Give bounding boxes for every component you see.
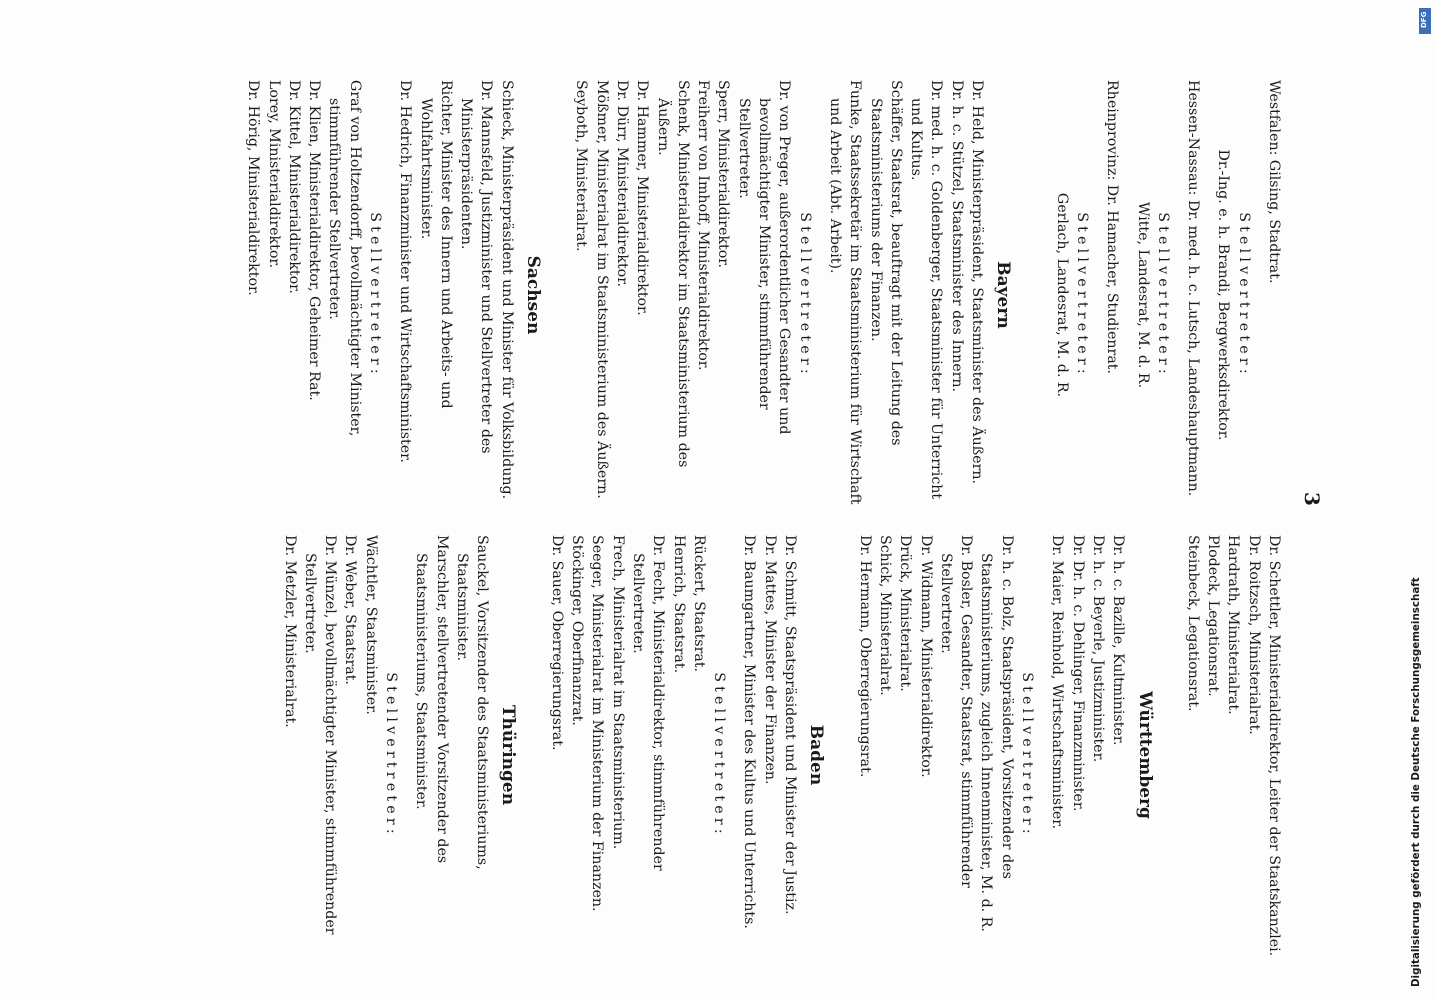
deputies-heading: Stellvertreter:: [1073, 212, 1090, 378]
member-entry: Dr. Sauer, Oberregierungsrat.: [548, 535, 565, 751]
page-number: 3: [1300, 492, 1324, 506]
deputy-entry: Dr.-Ing. e. h. Brandi, Bergwerksdirektor.: [1215, 149, 1232, 441]
member-entry: Richter, Minister des Innern und Arbeits- und Wohlfahrtsminister.: [417, 80, 454, 409]
digitization-credit-text: Digitalisierung gefördert durch die Deutsche Forschungsgemeinschaft: [1410, 577, 1422, 987]
section-heading: Württemberg: [1134, 691, 1155, 819]
member-entry: Westfalen: Gilsing, Stadtrat.: [1266, 80, 1282, 284]
member-entry: Seeger, Ministerialrat im Ministerium der Finanzen.: [589, 535, 606, 912]
member-entry: Schenk, Ministerialdirektor im Staatsministerium des Äußern.: [654, 80, 691, 468]
member-entry: Funke, Staatssekretär im Staatsministerium für Wirtschaft und Arbeit (Abt. Arbeit).: [826, 80, 864, 505]
member-entry: Dr. von Preger, außerordentlicher Gesandter und bevollmächtigter Minister, stimmführender Stellvertreter.: [735, 80, 793, 435]
member-entry: Dr. Hörig, Ministerialdirektor.: [245, 80, 262, 296]
member-entry: Dr. Hermann, Oberregierungsrat.: [856, 535, 873, 778]
section-heading: Sachsen: [523, 255, 544, 335]
member-entry: Marschler, stellvertretender Vorsitzender des Staatsministeriums, Staatsminister.: [413, 535, 450, 864]
member-entry: Seyboth, Ministerialrat.: [573, 80, 590, 252]
digitization-credit: [1403, 12, 1431, 992]
dfg-logo-text: DFG: [1420, 11, 1428, 28]
member-entry: Dr. Klien, Ministerialdirektor, Geheimer Rat.: [306, 80, 323, 401]
member-entry: Hessen-Nassau: Dr. med. h. c. Lutsch, Landeshauptmann.: [1185, 80, 1202, 497]
member-entry: Dr. Roitzsch, Ministerialrat.: [1245, 535, 1262, 735]
section-heading: Baden: [806, 724, 827, 786]
member-entry: Schieck, Ministerpräsident und Minister für Volksbildung.: [498, 80, 515, 500]
member-entry: Lorey, Ministerialdirektor.: [265, 80, 282, 269]
member-entry: Plodeck, Legationsrat.: [1205, 535, 1222, 697]
member-entry: Frech, Ministerialrat im Staatsministerium.: [609, 535, 626, 850]
member-entry: Dr. Dürr, Ministerialdirektor.: [613, 80, 630, 287]
member-entry: Rheinprovinz: Dr. Hamacher, Studienrat.: [1104, 80, 1121, 374]
member-entry: Dr. Maier, Reinhold, Wirtschaftsminister.: [1049, 535, 1066, 830]
deputies-heading: Stellvertreter:: [1019, 672, 1036, 838]
member-entry: Dr. Fecht, Ministerialdirektor, stimmführender Stellvertreter.: [629, 535, 667, 871]
member-entry: Steinbeck, Legationsrat.: [1184, 535, 1201, 712]
member-entry: Henrich, Staatsrat.: [670, 535, 687, 674]
member-entry: Schäffer, Staatsrat, beauftragt mit der Leitung des Staatsministeriums der Finanzen.: [867, 80, 904, 446]
deputies-heading: Stellvertreter:: [367, 212, 384, 378]
member-entry: Stöckinger, Oberfinanzrat.: [569, 535, 586, 726]
deputies-heading: Stellvertreter:: [1154, 212, 1171, 378]
member-entry: Schick, Ministerialrat.: [876, 535, 893, 696]
member-entry: Dr. h. c. Bolz, Staatspräsident, Vorsitzender des Staatsministeriums, zugleich Innenminister, M. d. R.: [978, 535, 1015, 932]
member-entry: Dr. Hammer, Ministerialdirektor.: [634, 80, 651, 316]
left-column: [243, 80, 1284, 510]
member-entry: Dr. Weber, Staatsrat.: [342, 535, 359, 685]
member-entry: Dr. Hedrich, Finanzminister und Wirtschaftsminister.: [397, 80, 414, 463]
deputies-heading: Stellvertreter:: [711, 672, 728, 838]
section-heading: Thüringen: [498, 704, 519, 806]
member-entry: Dr. Münzel, bevollmächtigter Minister, stimmführender Stellvertreter.: [301, 535, 339, 935]
deputy-entry: Witte, Landesrat, M. d. R.: [1134, 201, 1151, 389]
member-entry: Freiherr von Imhoff, Ministerialdirektor.: [695, 80, 712, 371]
member-entry: Dr. Bosler, Gesandter, Staatsrat, stimmführender Stellvertreter.: [937, 535, 975, 888]
member-entry: Dr. Schettler, Ministerialdirektor, Leiter der Staatskanzlei.: [1266, 535, 1282, 957]
member-entry: Dr. Dr. h. c. Dehlinger, Finanzminister.: [1069, 535, 1086, 812]
section-heading: Bayern: [993, 261, 1014, 329]
member-entry: Dr. Held, Ministerpräsident, Staatsminister des Äußern.: [969, 80, 986, 485]
deputy-entry: Gerlach, Landesrat, M. d. R.: [1053, 192, 1070, 398]
member-entry: Drück, Ministerialrat.: [897, 535, 914, 692]
member-entry: Wächtler, Staatsminister.: [362, 535, 379, 715]
member-entry: Dr. Widmann, Ministerialdirektor.: [917, 535, 934, 778]
member-entry: Dr. Schmitt, Staatspräsident und Minister der Justiz.: [782, 535, 799, 915]
dfg-logo: [1419, 8, 1431, 34]
deputies-heading: Stellvertreter:: [383, 672, 400, 838]
member-entry: Dr. Metzler, Ministerialrat.: [281, 535, 298, 728]
member-entry: Dr. Kittel, Ministerialdirektor.: [285, 80, 302, 294]
member-entry: Dr. h. c. Stützel, Staatsminister des Innern.: [948, 80, 965, 393]
member-entry: Dr. h. c. Bazille, Kultminister.: [1110, 535, 1127, 746]
deputies-heading: Stellvertreter:: [796, 212, 813, 378]
member-entry: Dr. med. h. c. Goldenberger, Staatsminister für Unterricht und Kultus.: [908, 80, 945, 500]
deputies-heading: Stellvertreter:: [1235, 212, 1252, 378]
member-entry: Graf von Holtzendorff, bevollmächtigter Minister, stimmführender Stellvertreter.: [326, 80, 363, 437]
member-entry: Sauckel, Vorsitzender des Staatsministeriums, Staatsminister.: [453, 535, 491, 870]
member-entry: Sperr, Ministerialdirektor.: [715, 80, 732, 269]
right-column: [279, 535, 1284, 975]
member-entry: Dr. Mattes, Minister der Finanzen.: [761, 535, 778, 785]
member-entry: Hardrath, Ministerialrat.: [1225, 535, 1242, 715]
member-entry: Dr. Baumgartner, Minister des Kultus und Unterrichts.: [741, 535, 758, 929]
member-entry: Rückert, Staatsrat.: [690, 535, 707, 673]
member-entry: Dr. h. c. Beyerle, Justizminister.: [1089, 535, 1106, 763]
member-entry: Mößmer, Ministerialrat im Staatsministerium des Äußern.: [593, 80, 610, 499]
member-entry: Dr. Mannsfeld, Justizminister und Stellvertreter des Ministerpräsidenten.: [458, 80, 495, 454]
